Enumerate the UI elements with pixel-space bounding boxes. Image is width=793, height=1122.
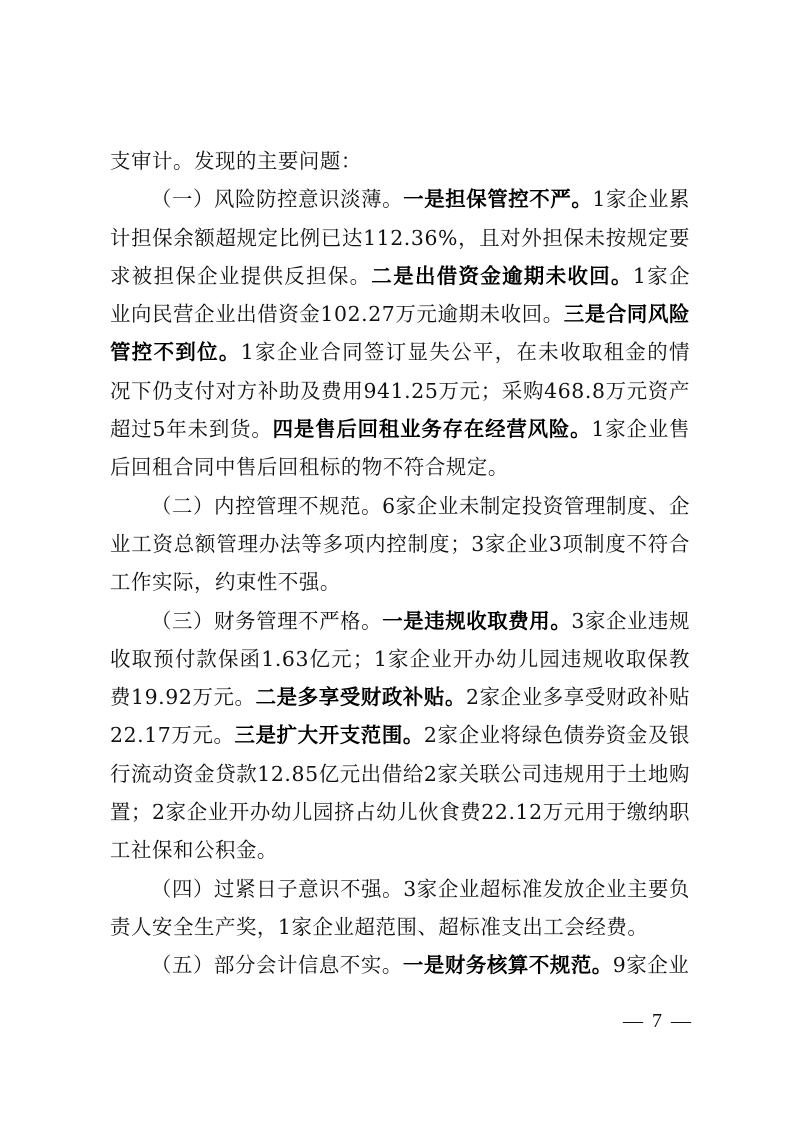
section-heading: （三）财务管理不严格。 [151, 608, 383, 633]
paragraph-section-3 [110, 602, 690, 870]
text-run: （四）过紧日子意识不强。3家企业超标准发放企业主要负责人安全生产奖，1家企业超范围、超标准支出工会经费。 [110, 876, 690, 939]
bold-subheading: 一是违规收取费用。 [382, 608, 572, 633]
bold-subheading: 一是担保管控不严。 [403, 187, 593, 212]
page-number: — 7 — [623, 1010, 693, 1032]
bold-subheading: 二是多享受财政补贴。 [255, 685, 467, 710]
bold-subheading: 一是财务核算不规范。 [402, 953, 613, 978]
document-body [110, 142, 690, 985]
paragraph-section-4 [110, 870, 690, 947]
section-heading: （一）风险防控意识淡薄。 [151, 187, 404, 212]
bold-subheading: 二是出借资金逾期未收回。 [371, 263, 633, 288]
text-run: 2家企业多享受财政补贴22.17万元。 [110, 685, 691, 748]
paragraph-section-1 [110, 180, 690, 486]
section-heading: （五）部分会计信息不实。 [151, 953, 403, 978]
text-run: 3家企业违规收取预付款保函1.63亿元；1家企业开办幼儿园违规收取保教费19.92万元。 [110, 608, 690, 710]
bold-subheading: 三是合同风险管控不到位。 [110, 302, 690, 365]
paragraph-intro [110, 142, 690, 180]
bold-subheading: 四是售后回租业务存在经营风险。 [272, 417, 592, 442]
text-run: 9家企业 [612, 953, 690, 978]
text-run: 1家企业向民营企业出借资金102.27万元逾期未收回。 [110, 263, 690, 327]
text-run: 1家企业累计担保余额超规定比例已达112.36%，且对外担保未按规定要求被担保企业提供反担保。 [110, 187, 690, 288]
text-run: （二）内控管理不规范。6家企业未制定投资管理制度、企业工资总额管理办法等多项内控制度；3家企业3项制度不符合工作实际，约束性不强。 [110, 493, 690, 595]
paragraph-section-2 [110, 487, 690, 602]
text-run: 支审计。发现的主要问题： [110, 149, 362, 173]
text-run: 1家企业合同签订显失公平，在未收取租金的情况下仍支付对方补助及费用941.25万元；采购468.8万元资产超过5年未到货。 [110, 340, 690, 442]
text-run: 2家企业将绿色债券资金及银行流动资金贷款12.85亿元出借给2家关联公司违规用于土地购置；2家企业开办幼儿园挤占幼儿伙食费22.12万元用于缴纳职工社保和公积金。 [110, 723, 690, 863]
text-run: 1家企业售后回租合同中售后回租标的物不符合规定。 [110, 417, 690, 480]
bold-subheading: 三是扩大开支范围。 [234, 723, 424, 748]
paragraph-section-5 [110, 946, 690, 984]
